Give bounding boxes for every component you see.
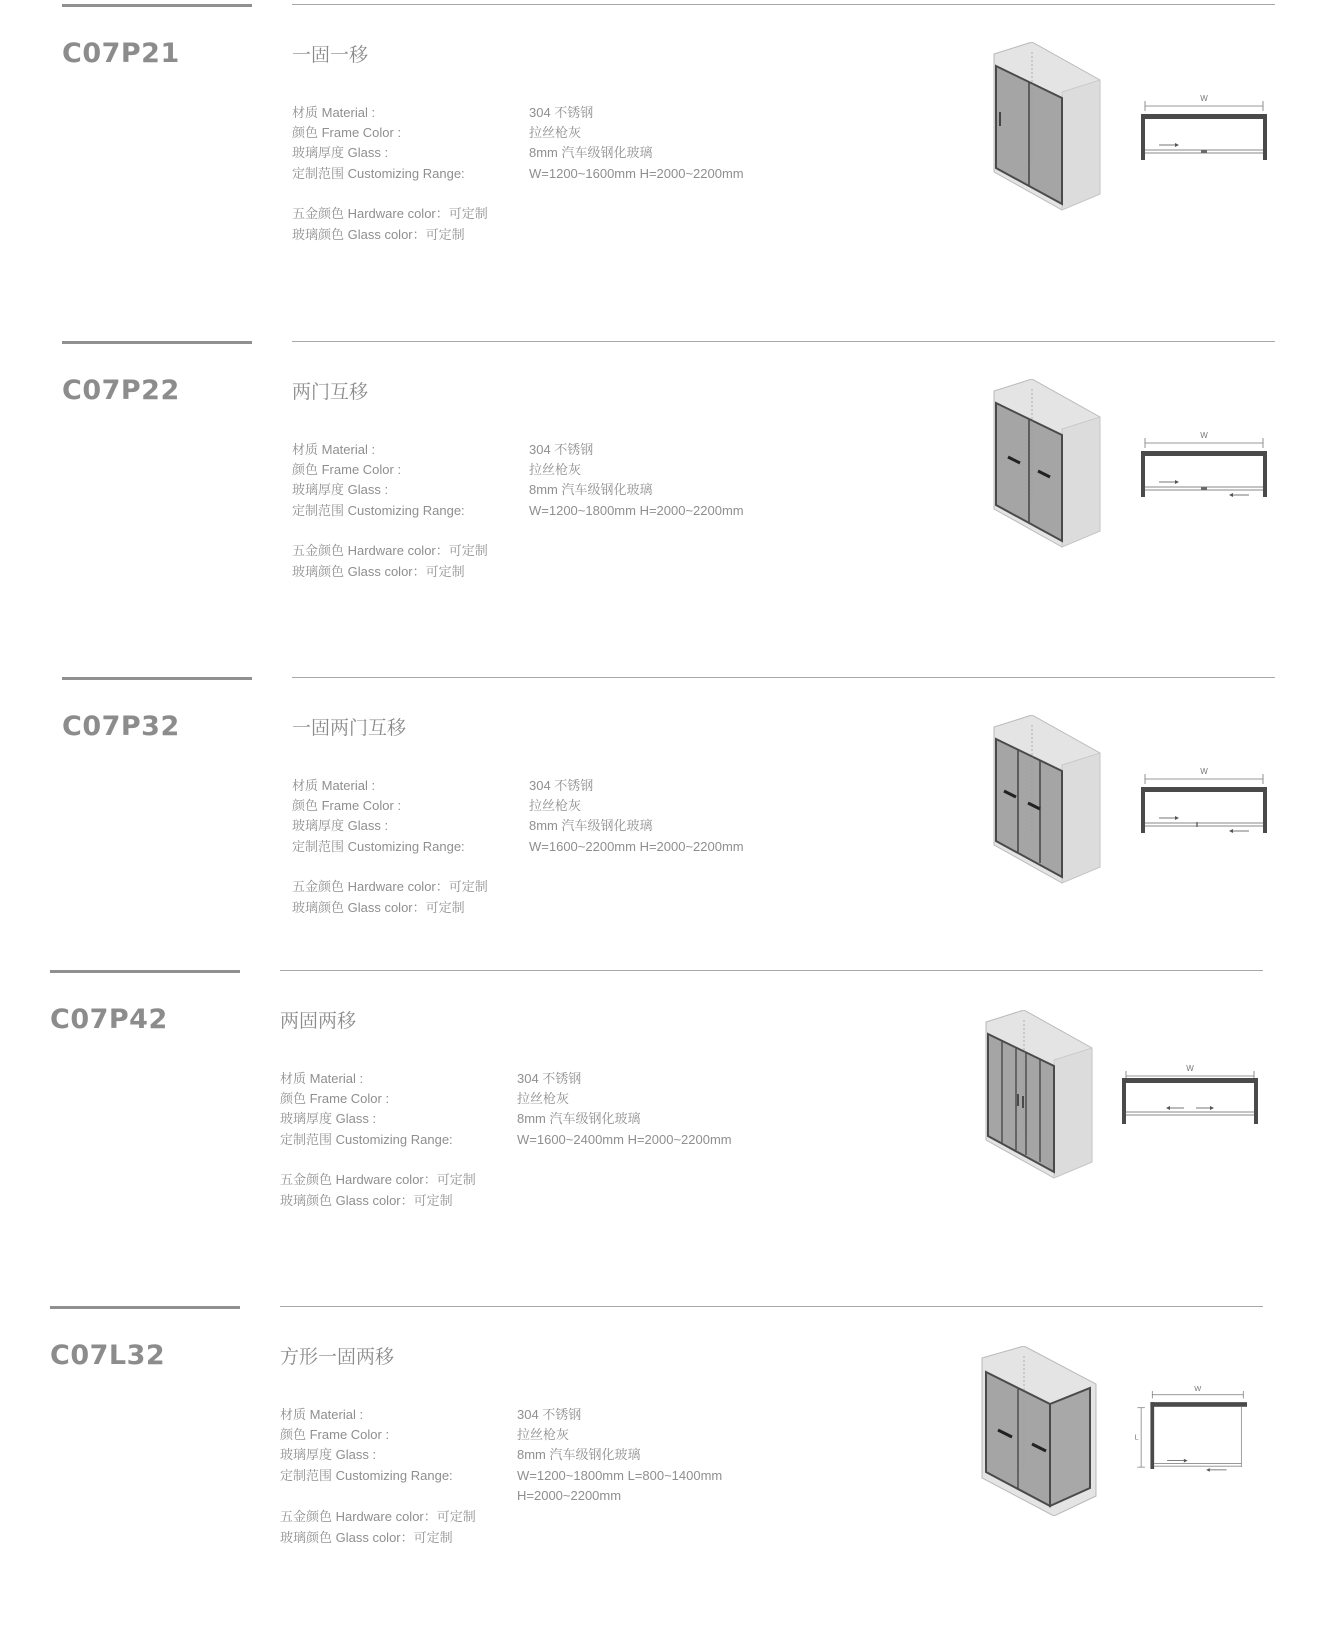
spec-value: 拉丝枪灰 [517, 1091, 570, 1107]
product-title: 一固两门互移 [292, 718, 407, 739]
product-c07p22 [62, 341, 1302, 661]
spec-value: 304 不锈钢 [529, 442, 594, 457]
plan-w-opposing-arrows-icon [1137, 429, 1277, 501]
title-divider [280, 1306, 1263, 1307]
product-title: 一固一移 [292, 45, 369, 66]
title-divider [292, 4, 1275, 5]
note-hardware-color: 五金颜色 Hardware color：可定制 [280, 1172, 476, 1187]
plan-w-l-corner-icon [1130, 1382, 1260, 1478]
spec-label: 颜色 Frame Color : [292, 798, 402, 814]
shower-one-fixed-two-sliding-icon [990, 715, 1110, 885]
spec-label: 颜色 Frame Color : [292, 125, 402, 141]
spec-value: 拉丝枪灰 [529, 462, 582, 478]
spec-value: 8mm 汽车级钢化玻璃 [529, 145, 653, 161]
spec-label: 定制范围 Customizing Range: [292, 165, 465, 181]
spec-value: W=1200~1800mm L=800~1400mm H=2000~2200mm [517, 1467, 723, 1503]
product-code: C07P42 [50, 1004, 168, 1035]
spec-label: 定制范围 Customizing Range: [292, 838, 465, 854]
plan-width-label: W [1200, 767, 1208, 776]
product-title: 两门互移 [292, 382, 369, 403]
note-hardware-color: 五金颜色 Hardware color：可定制 [292, 543, 488, 558]
spec-label: 玻璃厚度 Glass : [292, 145, 389, 161]
spec-label: 材质 Material : [292, 105, 376, 120]
spec-label: 玻璃厚度 Glass : [280, 1111, 377, 1127]
spec-value: 8mm 汽车级钢化玻璃 [517, 1447, 641, 1463]
customization-notes [292, 876, 488, 918]
spec-label: 颜色 Frame Color : [280, 1427, 390, 1443]
spec-label: 玻璃厚度 Glass : [280, 1447, 377, 1463]
plan-w-center-opening-icon [1118, 1062, 1258, 1134]
product-c07p42 [50, 970, 1290, 1290]
plan-w-single-arrow-icon [1137, 92, 1277, 164]
spec-label: 定制范围 Customizing Range: [280, 1131, 453, 1147]
shower-corner-square-icon [980, 1346, 1100, 1516]
plan-width-label: W [1200, 94, 1208, 103]
spec-label: 材质 Material : [280, 1071, 364, 1086]
spec-value: 8mm 汽车级钢化玻璃 [529, 482, 653, 498]
spec-label: 颜色 Frame Color : [292, 462, 402, 478]
product-c07l32 [50, 1306, 1290, 1626]
spec-label: 材质 Material : [292, 778, 376, 793]
title-divider [292, 677, 1275, 678]
customization-notes [280, 1506, 476, 1548]
note-glass-color: 玻璃颜色 Glass color：可定制 [292, 900, 465, 915]
spec-value: 304 不锈钢 [517, 1071, 582, 1086]
note-glass-color: 玻璃颜色 Glass color：可定制 [292, 564, 465, 579]
product-code: C07P32 [62, 711, 180, 742]
spec-value: W=1600~2200mm H=2000~2200mm [529, 838, 744, 854]
spec-value: 304 不锈钢 [517, 1407, 582, 1422]
customization-notes [280, 1169, 476, 1211]
note-hardware-color: 五金颜色 Hardware color：可定制 [292, 206, 488, 221]
customization-notes [292, 540, 488, 582]
spec-label: 定制范围 Customizing Range: [280, 1467, 453, 1483]
code-divider [62, 341, 252, 344]
spec-value: 拉丝枪灰 [529, 125, 582, 141]
spec-value: 304 不锈钢 [529, 778, 594, 793]
plan-width-label: W [1194, 1384, 1202, 1393]
spec-label: 玻璃厚度 Glass : [292, 482, 389, 498]
spec-value: 拉丝枪灰 [517, 1427, 570, 1443]
spec-value: 拉丝枪灰 [529, 798, 582, 814]
spec-value: W=1200~1800mm H=2000~2200mm [529, 502, 744, 518]
customization-notes [292, 203, 488, 245]
spec-value: 8mm 汽车级钢化玻璃 [529, 818, 653, 834]
spec-value: W=1200~1600mm H=2000~2200mm [529, 165, 744, 181]
code-divider [62, 677, 252, 680]
note-glass-color: 玻璃颜色 Glass color：可定制 [280, 1193, 453, 1208]
spec-label: 颜色 Frame Color : [280, 1091, 390, 1107]
product-title: 方形一固两移 [280, 1347, 395, 1368]
product-code: C07P22 [62, 375, 180, 406]
note-hardware-color: 五金颜色 Hardware color：可定制 [280, 1509, 476, 1524]
spec-label: 玻璃厚度 Glass : [292, 818, 389, 834]
spec-value: 8mm 汽车级钢化玻璃 [517, 1111, 641, 1127]
product-c07p32 [62, 677, 1302, 997]
shower-two-fixed-two-sliding-icon [982, 1010, 1102, 1180]
code-divider [50, 970, 240, 973]
plan-width-label: W [1200, 431, 1208, 440]
title-divider [280, 970, 1263, 971]
title-divider [292, 341, 1275, 342]
note-glass-color: 玻璃颜色 Glass color：可定制 [292, 227, 465, 242]
spec-label: 定制范围 Customizing Range: [292, 502, 465, 518]
spec-value: 304 不锈钢 [529, 105, 594, 120]
product-title: 两固两移 [280, 1011, 357, 1032]
product-c07p21 [62, 4, 1302, 324]
product-code: C07P21 [62, 38, 180, 69]
plan-width-label: W [1186, 1064, 1194, 1073]
note-hardware-color: 五金颜色 Hardware color：可定制 [292, 879, 488, 894]
code-divider [62, 4, 252, 7]
plan-w-opposing-arrows-icon [1137, 765, 1277, 837]
product-code: C07L32 [50, 1340, 166, 1371]
plan-length-label: L [1134, 1432, 1139, 1442]
shower-one-fixed-one-sliding-icon [990, 42, 1110, 212]
note-glass-color: 玻璃颜色 Glass color：可定制 [280, 1530, 453, 1545]
spec-value: W=1600~2400mm H=2000~2200mm [517, 1131, 732, 1147]
shower-two-sliding-doors-icon [990, 379, 1110, 549]
code-divider [50, 1306, 240, 1309]
spec-label: 材质 Material : [292, 442, 376, 457]
spec-label: 材质 Material : [280, 1407, 364, 1422]
